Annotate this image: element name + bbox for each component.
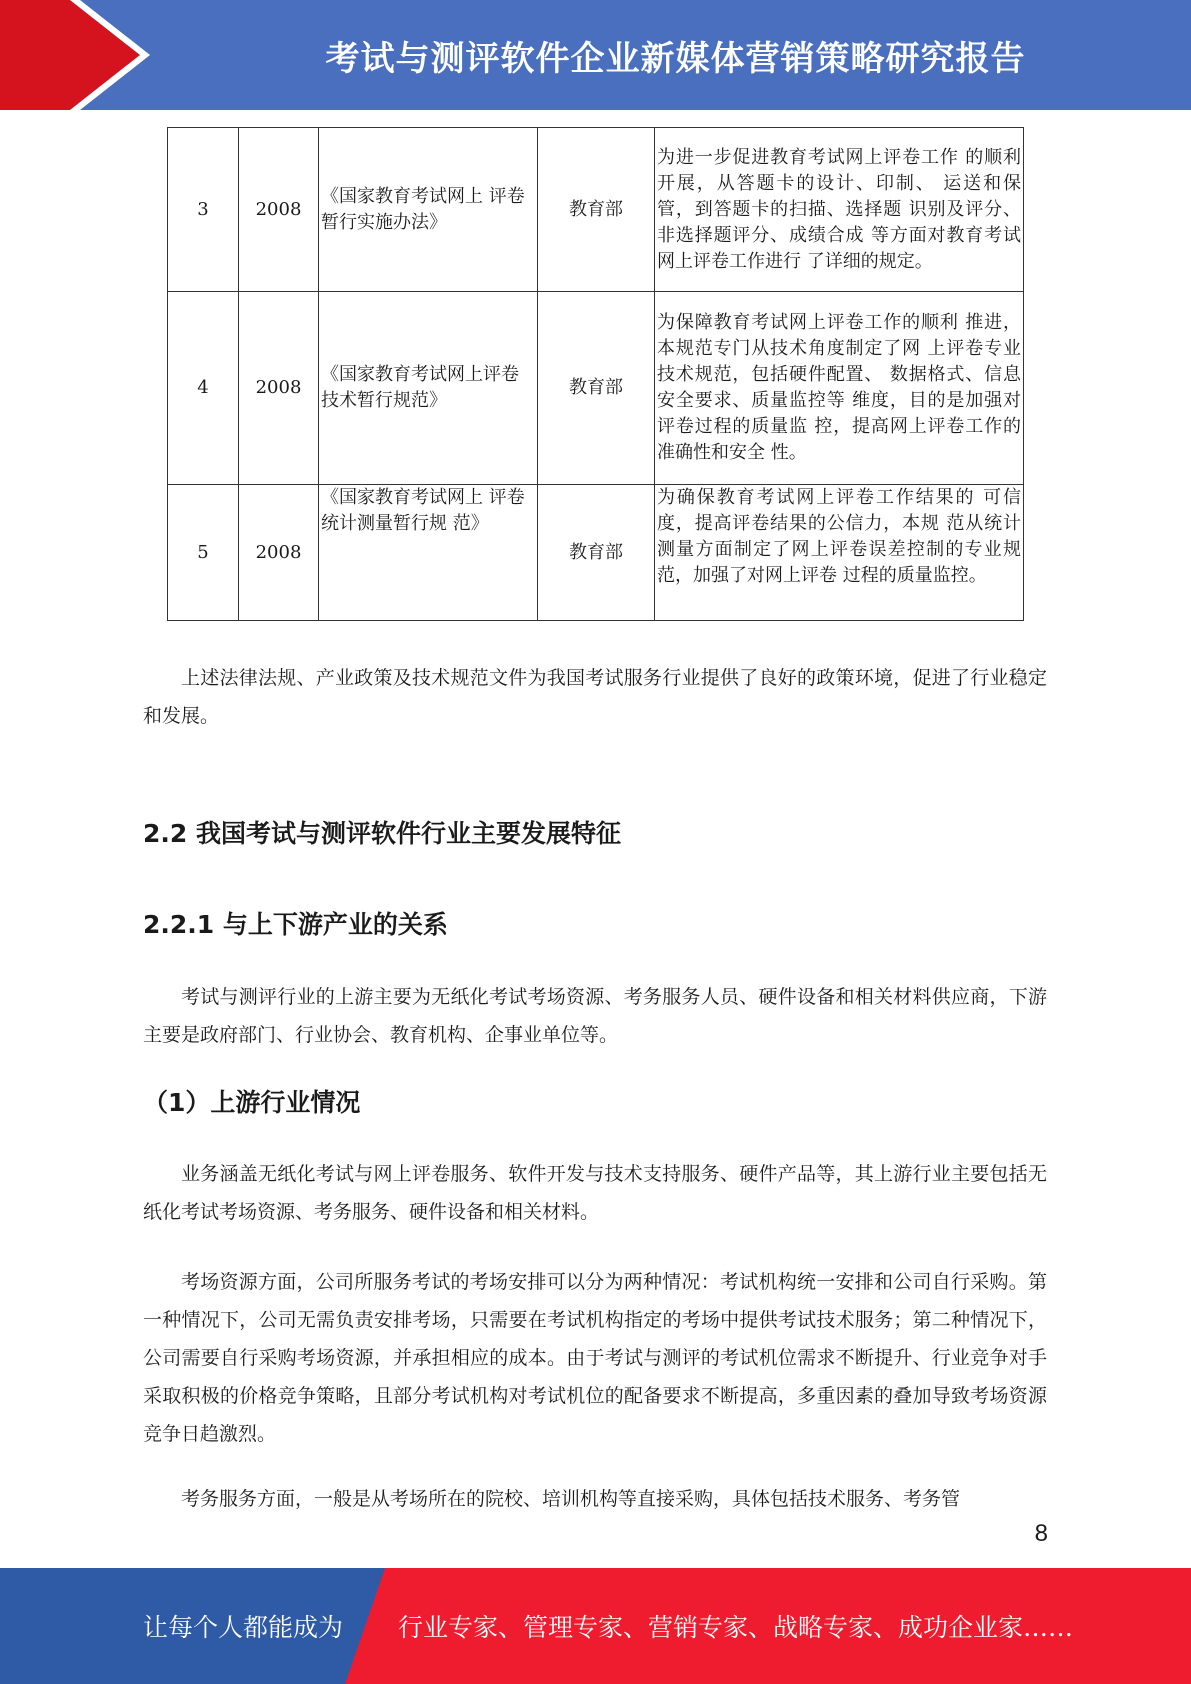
row-department: 教育部: [538, 292, 655, 485]
page-number: 8: [1034, 1520, 1048, 1547]
row-number: 4: [168, 292, 239, 485]
row-description: 为进一步促进教育考试网上评卷工作 的顺利开展，从答题卡的设计、印制、 运送和保管，到答题卡的扫描、选择题 识别及评分、非选择题评分、成绩合成 等方面对教育考试网上评卷工作进行 了详细的规定。: [655, 128, 1024, 292]
row-number: 3: [168, 128, 239, 292]
footer-slogan-right: 行业专家、管理专家、营销专家、战略专家、成功企业家……: [398, 1613, 1074, 1642]
row-description: 为保障教育考试网上评卷工作的顺利 推进，本规范专门从技术角度制定了网 上评卷专业技术规范，包括硬件配置、 数据格式、信息安全要求、质量监控等 维度，目的是加强对评卷过程的质量监 控，提高网上评卷工作的准确性和安全 性。: [655, 292, 1024, 485]
row-year: 2008: [239, 128, 319, 292]
header-arrow-red: [0, 0, 160, 110]
regulation-table: [167, 127, 1024, 621]
row-document-name: 《国家教育考试网上评卷技术暂行规范》: [319, 292, 538, 485]
row-description: 为确保教育考试网上评卷工作结果的 可信度，提高评卷结果的公信力，本规 范从统计测量方面制定了网上评卷误差控制的专业规范，加强了对网上评卷 过程的质量监控。: [655, 485, 1024, 621]
table-row: [168, 292, 1024, 485]
row-document-name: 《国家教育考试网上 评卷统计测量暂行规 范》: [319, 485, 538, 621]
table-row: [168, 128, 1024, 292]
row-document-name: 《国家教育考试网上 评卷暂行实施办法》: [319, 128, 538, 292]
paragraph-venue-resources: 考场资源方面，公司所服务考试的考场安排可以分为两种情况：考试机构统一安排和公司自行采购。第一种情况下，公司无需负责安排考场，只需要在考试机构指定的考场中提供考试技术服务；第二种情况下，公司需要自行采购考场资源，并承担相应的成本。由于考试与测评的考试机位需求不断提升、行业竞争对手采取积极的价格竞争策略，且部分考试机构对考试机位的配备要求不断提高，多重因素的叠加导致考场资源竞争日趋激烈。: [143, 1271, 1047, 1445]
row-year: 2008: [239, 485, 319, 621]
footer-banner: [0, 1568, 1191, 1684]
paragraph-exam-services: 考务服务方面，一般是从考场所在的院校、培训机构等直接采购，具体包括技术服务、考务管: [181, 1488, 961, 1510]
row-year: 2008: [239, 292, 319, 485]
row-number: 5: [168, 485, 239, 621]
row-department: 教育部: [538, 128, 655, 292]
footer-slogan-left: 让每个人都能成为: [143, 1613, 344, 1642]
paragraph-business-scope: 业务涵盖无纸化考试与网上评卷服务、软件开发与技术支持服务、硬件产品等，其上游行业主要包括无纸化考试考场资源、考务服务、硬件设备和相关材料。: [143, 1163, 1047, 1223]
header-banner: [0, 0, 1191, 110]
table-row: [168, 485, 1024, 621]
row-department: 教育部: [538, 485, 655, 621]
paragraph-policy-summary: 上述法律法规、产业政策及技术规范文件为我国考试服务行业提供了良好的政策环境，促进了行业稳定和发展。: [143, 667, 1047, 727]
report-title: 考试与测评软件企业新媒体营销策略研究报告: [325, 38, 1026, 79]
paragraph-industry-chain: 考试与测评行业的上游主要为无纸化考试考场资源、考务服务人员、硬件设备和相关材料供应商，下游主要是政府部门、行业协会、教育机构、企事业单位等。: [143, 986, 1047, 1046]
section-heading-upstream: （1）上游行业情况: [143, 1088, 361, 1117]
section-heading-2-2: 2.2 我国考试与测评软件行业主要发展特征: [143, 819, 621, 848]
section-heading-2-2-1: 2.2.1 与上下游产业的关系: [143, 910, 448, 939]
